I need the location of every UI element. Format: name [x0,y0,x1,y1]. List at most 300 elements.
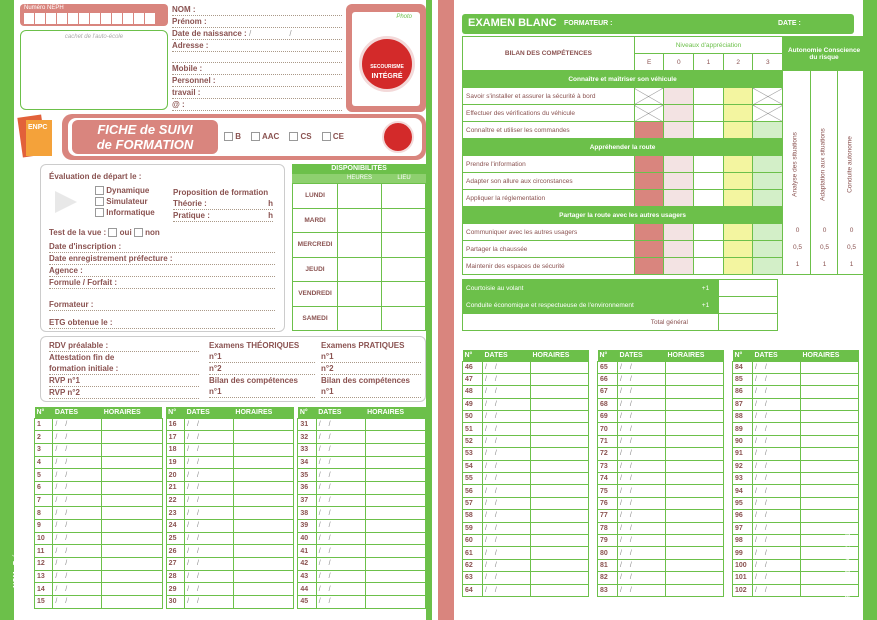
row-date[interactable]: / / [618,497,666,509]
row-horaire[interactable] [102,507,162,520]
level-cell[interactable] [694,122,724,139]
row-horaire[interactable] [801,485,859,497]
level-cell[interactable] [694,88,724,105]
row-horaire[interactable] [102,596,162,609]
row-date[interactable]: / / [185,507,234,520]
personnel-field[interactable]: Personnel : [172,75,342,87]
level-cell[interactable] [664,88,694,105]
level-cell[interactable] [723,156,753,173]
row-date[interactable]: / / [483,534,531,546]
level-cell[interactable] [664,156,694,173]
row-date[interactable]: / / [753,572,801,584]
row-date[interactable]: / / [316,469,365,482]
row-date[interactable]: / / [753,473,801,485]
row-horaire[interactable] [666,534,724,546]
dispo-cell[interactable] [338,306,382,331]
row-date[interactable]: / / [316,545,365,558]
row-horaire[interactable] [531,572,589,584]
row-date[interactable]: / / [483,361,531,373]
row-horaire[interactable] [233,456,293,469]
dispo-cell[interactable] [382,257,426,282]
theorie-field[interactable]: Théorie : h [173,199,273,208]
row-horaire[interactable] [666,448,724,460]
row-horaire[interactable] [666,435,724,447]
level-cell[interactable] [753,122,783,139]
dispo-cell[interactable] [338,257,382,282]
level-cell[interactable] [753,258,783,275]
level-cell[interactable] [664,224,694,241]
row-horaire[interactable] [531,411,589,423]
row-date[interactable]: / / [483,485,531,497]
row-horaire[interactable] [102,431,162,444]
dispo-cell[interactable] [338,282,382,307]
prenom-field[interactable]: Prénom : [172,16,342,28]
row-date[interactable]: / / [618,559,666,571]
level-cell[interactable] [723,173,753,190]
row-date[interactable]: / / [618,373,666,385]
row-date[interactable]: / / [483,411,531,423]
dispo-cell[interactable] [382,306,426,331]
row-horaire[interactable] [666,559,724,571]
row-date[interactable]: / / [753,435,801,447]
row-date[interactable]: / / [185,494,234,507]
row-horaire[interactable] [365,494,425,507]
total-cell[interactable] [719,314,778,331]
rdv-prealable[interactable]: RDV préalable : [49,340,199,352]
row-horaire[interactable] [666,386,724,398]
level-cell[interactable] [694,258,724,275]
row-date[interactable]: / / [483,435,531,447]
extra-cell[interactable] [719,280,778,297]
row-date[interactable]: / / [753,386,801,398]
row-date[interactable]: / / [185,532,234,545]
row-date[interactable]: / / [53,469,102,482]
row-date[interactable]: / / [316,443,365,456]
row-horaire[interactable] [531,522,589,534]
row-horaire[interactable] [102,583,162,596]
row-date[interactable]: / / [753,398,801,410]
row-horaire[interactable] [531,398,589,410]
row-horaire[interactable] [666,423,724,435]
dispo-cell[interactable] [338,208,382,233]
level-cell[interactable] [753,88,783,105]
row-date[interactable]: / / [753,534,801,546]
dispo-cell[interactable] [338,184,382,209]
row-date[interactable]: / / [483,448,531,460]
level-cell[interactable] [723,122,753,139]
row-horaire[interactable] [233,570,293,583]
row-date[interactable]: / / [618,510,666,522]
row-date[interactable]: / / [618,572,666,584]
row-horaire[interactable] [666,497,724,509]
opt-simulateur[interactable]: Simulateur [95,196,155,207]
row-horaire[interactable] [233,596,293,609]
row-horaire[interactable] [365,532,425,545]
row-date[interactable]: / / [483,559,531,571]
level-cell[interactable] [694,224,724,241]
row-horaire[interactable] [233,583,293,596]
opt-dynamique[interactable]: Dynamique [95,185,155,196]
level-cell[interactable] [634,105,664,122]
row-date[interactable]: / / [185,418,234,431]
row-horaire[interactable] [666,361,724,373]
cat-b[interactable]: B [224,132,241,141]
level-cell[interactable] [694,173,724,190]
row-date[interactable]: / / [53,507,102,520]
row-horaire[interactable] [102,570,162,583]
row-horaire[interactable] [365,520,425,533]
level-cell[interactable] [723,105,753,122]
row-horaire[interactable] [531,386,589,398]
row-horaire[interactable] [801,510,859,522]
row-date[interactable]: / / [483,473,531,485]
row-horaire[interactable] [666,373,724,385]
row-date[interactable]: / / [316,520,365,533]
row-date[interactable]: / / [618,547,666,559]
level-cell[interactable] [723,190,753,207]
row-horaire[interactable] [666,584,724,596]
extra-cell[interactable] [719,297,778,314]
row-date[interactable]: / / [618,460,666,472]
row-date[interactable]: / / [483,510,531,522]
level-cell[interactable] [634,224,664,241]
level-cell[interactable] [723,224,753,241]
row-date[interactable]: / / [618,386,666,398]
row-horaire[interactable] [233,532,293,545]
row-date[interactable]: / / [618,473,666,485]
row-date[interactable]: / / [618,448,666,460]
row-horaire[interactable] [365,596,425,609]
row-horaire[interactable] [531,559,589,571]
row-horaire[interactable] [531,423,589,435]
row-date[interactable]: / / [185,520,234,533]
neph-cells[interactable] [24,13,155,24]
level-cell[interactable] [723,88,753,105]
row-horaire[interactable] [233,469,293,482]
level-cell[interactable] [664,122,694,139]
prat-n1[interactable]: n°1 [321,351,421,363]
row-date[interactable]: / / [185,456,234,469]
row-date[interactable]: / / [53,545,102,558]
row-horaire[interactable] [531,584,589,596]
vue-non-box[interactable] [134,228,143,237]
row-horaire[interactable] [102,558,162,571]
row-horaire[interactable] [233,558,293,571]
row-date[interactable]: / / [53,443,102,456]
travail-field[interactable]: travail : [172,87,342,99]
row-horaire[interactable] [365,443,425,456]
level-cell[interactable] [634,173,664,190]
row-horaire[interactable] [531,361,589,373]
level-cell[interactable] [753,105,783,122]
adresse-field[interactable]: Adresse : [172,40,342,52]
row-date[interactable]: / / [753,448,801,460]
row-date[interactable]: / / [483,547,531,559]
row-horaire[interactable] [666,460,724,472]
nom-field[interactable]: NOM : [172,4,342,16]
row-horaire[interactable] [365,583,425,596]
row-date[interactable]: / / [53,596,102,609]
row-date[interactable]: / / [618,522,666,534]
row-number: 12 [35,558,53,571]
level-cell[interactable] [723,241,753,258]
row-horaire[interactable] [365,418,425,431]
row-date[interactable]: / / [618,584,666,596]
row-date[interactable]: / / [618,423,666,435]
exam-date[interactable]: DATE : [778,20,801,27]
level-cell[interactable] [634,190,664,207]
level-cell[interactable] [634,156,664,173]
row-date[interactable]: / / [53,558,102,571]
row-date[interactable]: / / [483,522,531,534]
row-date[interactable]: / / [316,507,365,520]
row-date[interactable]: / / [483,572,531,584]
row-horaire[interactable] [102,456,162,469]
level-cell[interactable] [753,173,783,190]
row-date[interactable]: / / [483,584,531,596]
theo-bilan-n1[interactable]: n°1 [209,386,315,398]
row-horaire[interactable] [233,494,293,507]
row-date[interactable]: / / [53,520,102,533]
row-horaire[interactable] [801,473,859,485]
row-number: 69 [598,411,618,423]
row-date[interactable]: / / [53,418,102,431]
dispo-cell[interactable] [382,184,426,209]
level-cell[interactable] [664,173,694,190]
row-horaire[interactable] [801,361,859,373]
row-date[interactable]: / / [316,431,365,444]
level-cell[interactable] [664,190,694,207]
row-date[interactable]: / / [483,398,531,410]
row-horaire[interactable] [102,520,162,533]
formation-initiale[interactable]: formation initiale : [49,363,199,375]
exam-formateur[interactable]: FORMATEUR : [564,20,613,27]
rvp-1[interactable]: RVP n°1 [49,375,199,387]
level-cell[interactable] [694,105,724,122]
row-horaire[interactable] [365,431,425,444]
level-cell[interactable] [694,190,724,207]
level-cell[interactable] [634,88,664,105]
row-date[interactable]: / / [753,411,801,423]
dispo-cell[interactable] [382,282,426,307]
row-date[interactable]: / / [483,373,531,385]
row-date[interactable]: / / [185,481,234,494]
row-date[interactable]: / / [618,435,666,447]
row-date[interactable]: / / [185,545,234,558]
field-agence[interactable]: Agence : [49,265,275,277]
rvp-2[interactable]: RVP n°2 [49,387,199,399]
row-date[interactable]: / / [618,534,666,546]
row-date[interactable]: / / [53,431,102,444]
row-horaire[interactable] [801,435,859,447]
naissance-field[interactable]: Date de naissance : / / [172,28,342,40]
level-cell[interactable] [634,241,664,258]
row-date[interactable]: / / [53,481,102,494]
row-date[interactable]: / / [53,583,102,596]
row-horaire[interactable] [365,481,425,494]
row-date[interactable]: / / [185,596,234,609]
level-cell[interactable] [723,258,753,275]
level-cell[interactable] [753,241,783,258]
row-date[interactable]: / / [753,460,801,472]
field-prefecture[interactable]: Date enregistrement préfecture : [49,253,275,265]
row-horaire[interactable] [233,443,293,456]
row-date[interactable]: / / [316,456,365,469]
row-horaire[interactable] [102,443,162,456]
field-formule[interactable]: Formule / Forfait : [49,277,275,289]
row-horaire[interactable] [365,545,425,558]
row-date[interactable]: / / [185,570,234,583]
row-horaire[interactable] [531,547,589,559]
row-date[interactable]: / / [753,559,801,571]
row-horaire[interactable] [801,398,859,410]
row-horaire[interactable] [531,497,589,509]
row-horaire[interactable] [666,473,724,485]
level-cell[interactable] [664,258,694,275]
row-horaire[interactable] [666,411,724,423]
opt-informatique[interactable]: Informatique [95,207,155,218]
row-horaire[interactable] [531,435,589,447]
row-horaire[interactable] [531,460,589,472]
cat-cs[interactable]: CS [289,132,311,141]
row-horaire[interactable] [365,469,425,482]
row-horaire[interactable] [233,418,293,431]
row-date[interactable]: / / [618,485,666,497]
row-horaire[interactable] [801,497,859,509]
dispo-cell[interactable] [382,208,426,233]
row-date[interactable]: / / [753,485,801,497]
row-horaire[interactable] [233,481,293,494]
pratique-field[interactable]: Pratique : h [173,211,273,220]
mobile-field[interactable]: Mobile : [172,63,342,75]
row-horaire[interactable] [801,460,859,472]
row-date[interactable]: / / [753,497,801,509]
theo-n2[interactable]: n°2 [209,363,315,375]
level-cell[interactable] [694,156,724,173]
row-horaire[interactable] [666,510,724,522]
row-horaire[interactable] [531,473,589,485]
level-cell[interactable] [634,122,664,139]
level-cell[interactable] [753,156,783,173]
row-date[interactable]: / / [316,570,365,583]
row-date[interactable]: / / [185,558,234,571]
row-date[interactable]: / / [53,494,102,507]
cat-ce[interactable]: CE [322,132,344,141]
level-cell[interactable] [664,105,694,122]
dispo-cell[interactable] [382,233,426,258]
row-horaire[interactable] [666,398,724,410]
vue-oui-box[interactable] [108,228,117,237]
row-horaire[interactable] [801,448,859,460]
row-date[interactable]: / / [753,361,801,373]
row-date[interactable]: / / [53,532,102,545]
row-horaire[interactable] [365,507,425,520]
row-date[interactable]: / / [753,510,801,522]
row-date[interactable]: / / [316,494,365,507]
row-horaire[interactable] [102,532,162,545]
row-date[interactable]: / / [483,386,531,398]
row-date[interactable]: / / [185,583,234,596]
field-inscription[interactable]: Date d'inscription : [49,241,275,253]
row-date[interactable]: / / [618,411,666,423]
level-cell[interactable] [664,241,694,258]
row-date[interactable]: / / [316,583,365,596]
row-horaire[interactable] [102,545,162,558]
theo-n1[interactable]: n°1 [209,351,315,363]
row-horaire[interactable] [666,485,724,497]
row-date[interactable]: / / [753,373,801,385]
row-horaire[interactable] [531,510,589,522]
row-horaire[interactable] [102,418,162,431]
row-horaire[interactable] [233,507,293,520]
row-date[interactable]: / / [316,532,365,545]
row-date[interactable]: / / [753,423,801,435]
row-date[interactable]: / / [618,398,666,410]
email-field[interactable]: @ : [172,99,342,111]
row-horaire[interactable] [531,485,589,497]
row-horaire[interactable] [666,547,724,559]
row-date[interactable]: / / [753,547,801,559]
adresse-line2[interactable] [172,52,342,63]
field-formateur[interactable]: Formateur : [49,299,275,311]
level-cell[interactable] [634,258,664,275]
row-date[interactable]: / / [316,481,365,494]
level-cell[interactable] [753,190,783,207]
row-date[interactable]: / / [316,596,365,609]
row-horaire[interactable] [801,411,859,423]
row-date[interactable]: / / [483,460,531,472]
row-date[interactable]: / / [185,431,234,444]
row-horaire[interactable] [102,469,162,482]
row-date[interactable]: / / [53,456,102,469]
row-date[interactable]: / / [483,423,531,435]
row-horaire[interactable] [233,545,293,558]
row-horaire[interactable] [531,534,589,546]
row-date[interactable]: / / [753,522,801,534]
table-row [298,520,426,533]
prat-n2[interactable]: n°2 [321,363,421,375]
level-cell[interactable] [694,241,724,258]
row-horaire[interactable] [666,572,724,584]
row-horaire[interactable] [531,373,589,385]
row-horaire[interactable] [233,431,293,444]
prat-bilan-n1[interactable]: n°1 [321,386,421,398]
cat-aac[interactable]: AAC [251,132,279,141]
row-date[interactable]: / / [316,418,365,431]
row-date[interactable]: / / [483,497,531,509]
row-horaire[interactable] [531,448,589,460]
row-horaire[interactable] [365,570,425,583]
row-horaire[interactable] [102,481,162,494]
row-horaire[interactable] [102,494,162,507]
row-horaire[interactable] [666,522,724,534]
field-etg[interactable]: ETG obtenue le : [49,317,275,329]
row-date[interactable]: / / [618,361,666,373]
row-horaire[interactable] [801,386,859,398]
dispo-cell[interactable] [338,233,382,258]
row-date[interactable]: / / [316,558,365,571]
row-horaire[interactable] [365,558,425,571]
row-date[interactable]: / / [53,570,102,583]
row-date[interactable]: / / [185,469,234,482]
row-date[interactable]: / / [753,584,801,596]
row-horaire[interactable] [233,520,293,533]
row-horaire[interactable] [801,373,859,385]
row-horaire[interactable] [365,456,425,469]
row-horaire[interactable] [801,423,859,435]
row-date[interactable]: / / [185,443,234,456]
level-cell[interactable] [753,224,783,241]
